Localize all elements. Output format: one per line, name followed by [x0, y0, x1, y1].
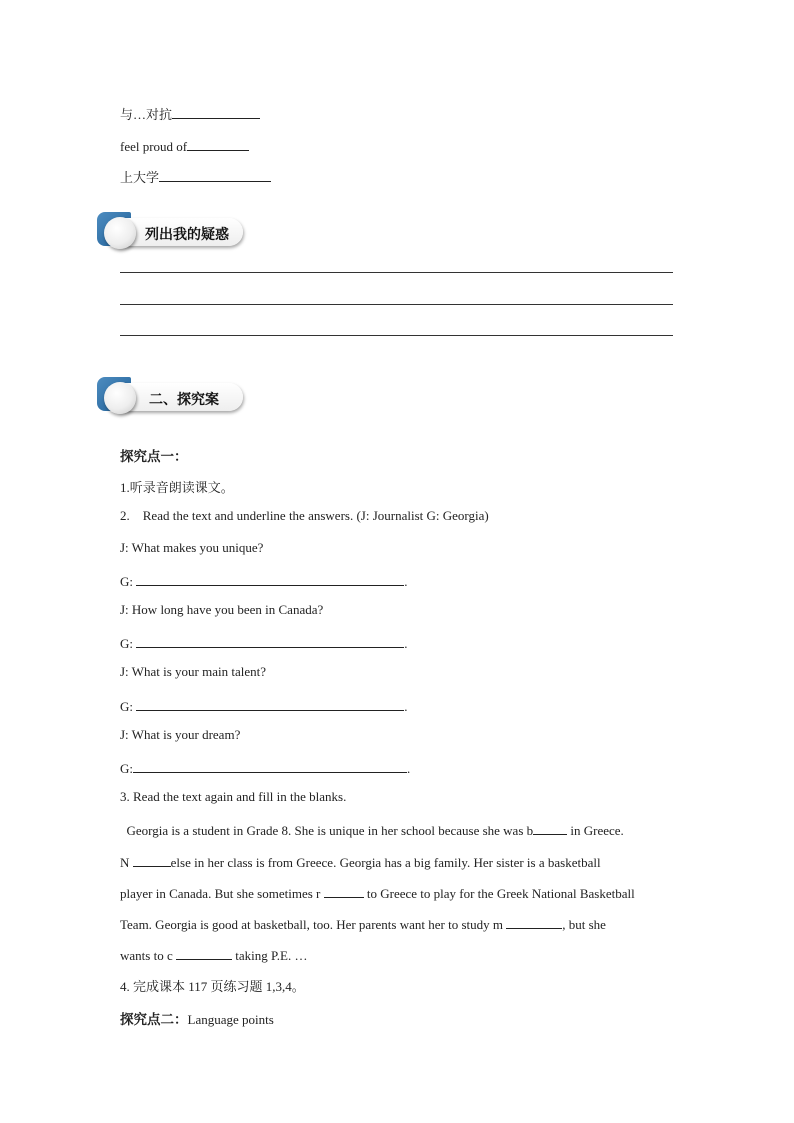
circle-bullet-icon [104, 217, 136, 249]
vocab-item-2-label: feel proud of [120, 139, 188, 154]
answer-suffix: . [404, 699, 408, 714]
passage-line-2 [120, 852, 673, 871]
passage-text: , but she [562, 917, 606, 932]
answer-prefix: G: [120, 761, 133, 776]
point1-task1: 1.听录音朗读课文。 [120, 480, 234, 495]
point1-task3: 3. Read the text again and fill in the blanks. [120, 789, 347, 804]
answer-line-1[interactable] [120, 272, 673, 273]
answer-suffix: . [404, 636, 408, 651]
answer-blank-3[interactable] [136, 696, 404, 711]
passage-line-4 [120, 914, 673, 933]
qa-answer-1 [120, 571, 408, 590]
point2 [120, 1008, 274, 1028]
vocab-blank-2[interactable] [187, 136, 249, 151]
vocab-blank-3[interactable] [159, 167, 271, 182]
passage-text: in Greece. [567, 823, 624, 838]
vocab-item-2 [120, 136, 249, 155]
passage-text: else in her class is from Greece. Georgia has a big family. Her sister is a basketball [170, 855, 601, 870]
qa-question-3: J: What is your main talent? [120, 664, 266, 679]
passage-text: Team. Georgia is good at basketball, too. Her parents want her to study m [120, 917, 507, 932]
qa-answer-4 [120, 758, 410, 777]
point2-heading: 探究点二： [120, 1012, 188, 1028]
passage-line-3 [120, 883, 673, 902]
passage-line-1 [120, 820, 673, 839]
qa-question-4: J: What is your dream? [120, 727, 241, 742]
vocab-blank-1[interactable] [172, 104, 260, 119]
answer-blank-2[interactable] [136, 633, 404, 648]
qa-answer-3 [120, 696, 408, 715]
answer-blank-1[interactable] [136, 571, 404, 586]
vocab-item-3-label: 上大学 [120, 170, 160, 185]
answer-suffix: . [404, 574, 408, 589]
section-header-explore [97, 377, 252, 417]
task2-number: 2. [120, 508, 130, 523]
answer-blank-4[interactable] [133, 758, 407, 773]
qa-answer-2 [120, 633, 408, 652]
circle-bullet-icon [104, 382, 136, 414]
fill-blank-born[interactable] [533, 820, 567, 835]
fill-blank-returns[interactable] [324, 883, 364, 898]
section-title: 二、探究案 [149, 392, 219, 408]
fill-blank-consider[interactable] [176, 945, 232, 960]
vocab-item-1 [120, 104, 260, 123]
task2-text: Read the text and underline the answers. (J: Journalist G: Georgia) [142, 508, 489, 523]
passage-text: wants to c [120, 948, 176, 963]
qa-question-1: J: What makes you unique? [120, 540, 264, 555]
point1-task2 [120, 508, 489, 524]
point2-text: Language points [187, 1012, 274, 1027]
answer-suffix: . [407, 761, 411, 776]
passage-text: N [120, 855, 133, 870]
vocab-item-3 [120, 167, 271, 186]
passage-text: to Greece to play for the Greek National Basketball [363, 886, 635, 901]
answer-prefix: G: [120, 636, 137, 651]
qa-question-2: J: How long have you been in Canada? [120, 602, 324, 617]
answer-line-3[interactable] [120, 335, 673, 336]
point1-heading: 探究点一： [120, 449, 188, 465]
section-title: 列出我的疑惑 [145, 227, 229, 243]
answer-line-2[interactable] [120, 304, 673, 305]
passage-line-5 [120, 945, 673, 964]
point1-task4: 4. 完成课本 117 页练习题 1,3,4。 [120, 979, 305, 994]
answer-prefix: G: [120, 574, 137, 589]
answer-prefix: G: [120, 699, 137, 714]
passage-text: Georgia is a student in Grade 8. She is unique in her school because she was b [126, 823, 534, 838]
passage-text: player in Canada. But she sometimes r [120, 886, 321, 901]
passage-text: taking P.E. … [231, 948, 308, 963]
vocab-item-1-label: 与…对抗 [120, 107, 173, 122]
fill-blank-nobody[interactable] [133, 852, 171, 867]
section-header-questions [97, 212, 252, 252]
fill-blank-medicine[interactable] [506, 914, 562, 929]
